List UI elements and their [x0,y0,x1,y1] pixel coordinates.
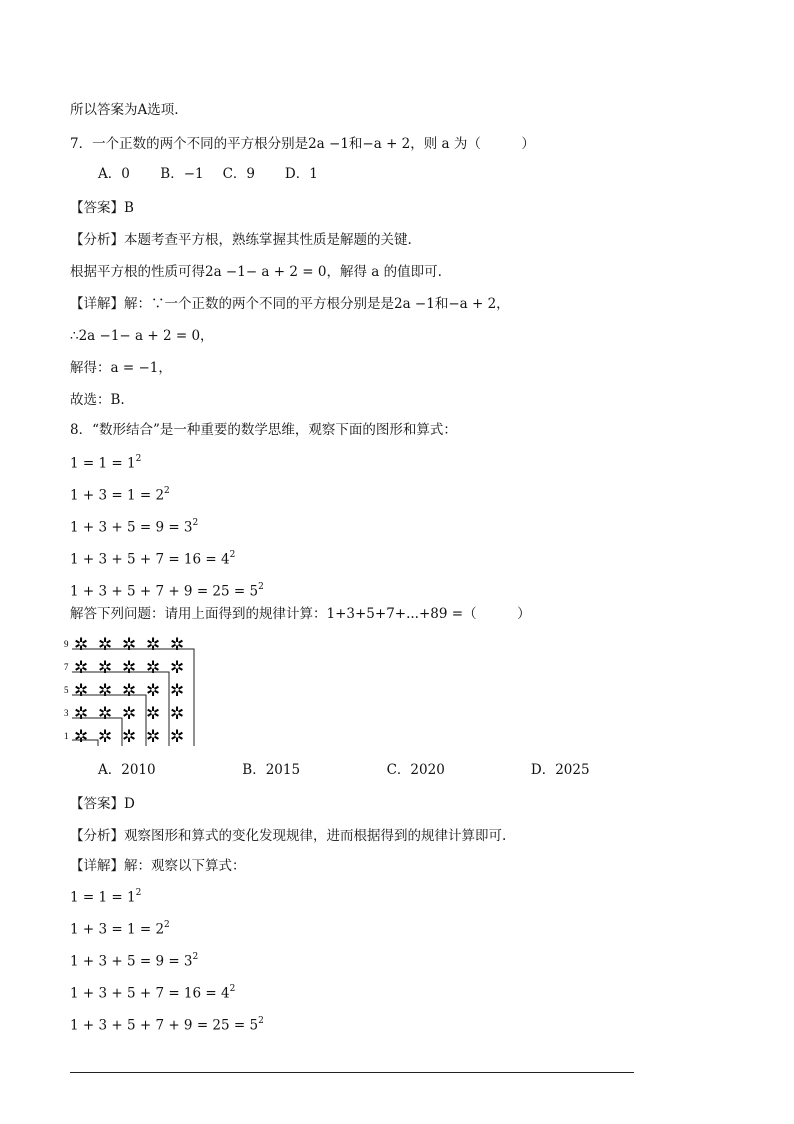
star-icon: ✲ [146,635,161,655]
star-icon: ✲ [74,658,89,678]
question-8: 8．“数形结合”是一种重要的数学思维，观察下面的图形和算式： [70,422,457,438]
analysis-7: 【分析】本题考查平方根，熟练掌握其性质是解题的关键. [70,232,412,248]
star-icon: ✲ [74,727,89,746]
star-icon: ✲ [170,681,185,701]
option-a: A．2010 [98,762,156,778]
star-icon: ✲ [74,681,89,701]
answer-8: 【答案】D [70,796,135,812]
star-icon: ✲ [98,704,113,724]
star-icon: ✲ [74,635,89,655]
option-c: C．2020 [386,762,445,778]
footer-rule [70,1072,634,1073]
star-icon: ✲ [170,635,185,655]
star-icon: ✲ [74,704,89,724]
answer-7: 【答案】B [70,200,134,216]
option-c: C．9 [222,166,256,182]
star-icon: ✲ [122,681,137,701]
analysis-7-detail: 根据平方根的性质可得2a −1− a + 2 = 0，解得 a 的值即可. [70,264,442,280]
solution-8: 【详解】解：观察以下算式： [70,858,246,874]
star-grid-figure [64,632,204,746]
star-icon: ✲ [170,704,185,724]
text-line: 所以答案为A选项. [70,102,179,118]
row-label-9: 9 [64,639,69,649]
question-8-prompt: 解答下列问题：请用上面得到的规律计算：1+3+5+7+...+89 =（ ） [70,606,531,622]
star-icon: ✲ [122,658,137,678]
star-icon: ✲ [98,658,113,678]
row-label-7: 7 [64,662,69,672]
row-label-5: 5 [64,685,69,695]
solution-7-conclusion: 故选：B. [70,392,125,408]
star-icon: ✲ [98,681,113,701]
option-d: D．2025 [530,762,590,778]
star-icon: ✲ [122,704,137,724]
star-icon: ✲ [170,727,185,746]
equation-b-5: $1 + 3 + 5 + 7 + 9 = 25 = 5^2$ [70,1016,264,1034]
solution-7-step2: 解得：a = −1， [70,360,172,376]
star-icon: ✲ [146,704,161,724]
equation-3: $1 + 3 + 5 = 9 = 3^2$ [70,518,199,536]
row-label-3: 3 [64,708,69,718]
question-8-options [98,760,590,780]
star-icon: ✲ [98,635,113,655]
option-b: B．2015 [242,762,301,778]
star-icon: ✲ [98,727,113,746]
solution-7-step1: ∴2a −1− a + 2 = 0， [70,328,214,344]
equation-4: $1 + 3 + 5 + 7 = 16 = 4^2$ [70,550,236,568]
equation-b-3: $1 + 3 + 5 = 9 = 3^2$ [70,952,199,970]
equation-2: $1 + 3 = 1 = 2^2$ [70,486,170,504]
option-d: D．1 [284,166,318,182]
star-icon: ✲ [122,727,137,746]
option-b: B．−1 [160,166,204,182]
star-icon: ✲ [146,681,161,701]
question-7-options [98,164,318,184]
equation-1: $1 = 1 = 1^2$ [70,454,142,472]
equation-b-2: $1 + 3 = 1 = 2^2$ [70,920,170,938]
star-icon: ✲ [170,658,185,678]
row-label-1: 1 [64,731,69,741]
analysis-8: 【分析】观察图形和算式的变化发现规律，进而根据得到的规律计算即可. [70,828,507,844]
equation-b-1: $1 = 1 = 1^2$ [70,888,142,906]
equation-b-4: $1 + 3 + 5 + 7 = 16 = 4^2$ [70,984,236,1002]
solution-7: 【详解】解：∵一个正数的两个不同的平方根分别是是2a −1和−a + 2， [70,296,510,312]
star-icon: ✲ [146,658,161,678]
option-a: A．0 [98,166,130,182]
star-icon: ✲ [122,635,137,655]
star-icon: ✲ [146,727,161,746]
equation-5: $1 + 3 + 5 + 7 + 9 = 25 = 5^2$ [70,582,264,600]
question-7: 7．一个正数的两个不同的平方根分别是2a −1和−a + 2，则 a 为（ ） [70,136,535,152]
